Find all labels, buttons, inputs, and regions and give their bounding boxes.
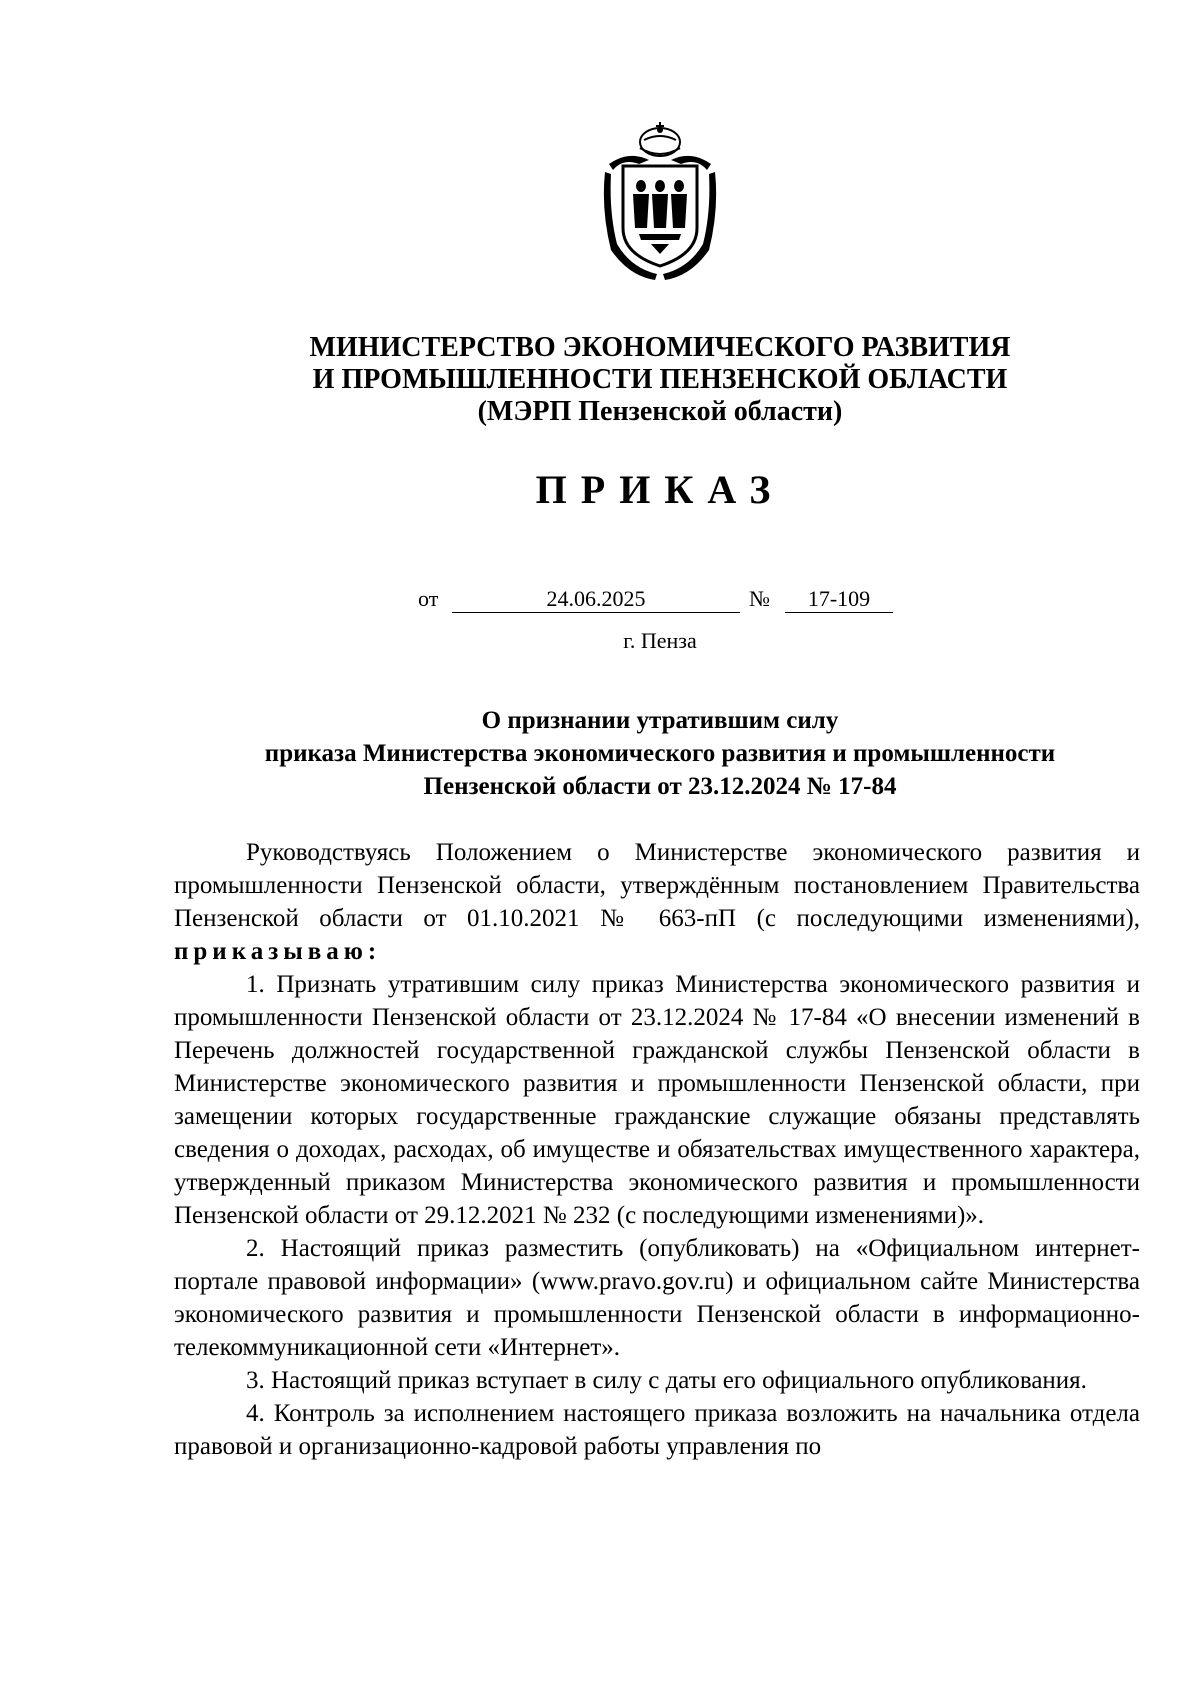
document-title-line1: О признании утратившим силу [481, 707, 839, 734]
preamble-text: Руководствуясь Положением о Министерстве экономического развития и промышленности Пензенской области, утверждённым постановлением Правительства Пензенской области от 01.10.2021 № 663-пП (с последующими изменениями), [174, 839, 1140, 932]
ministry-abbreviation: (МЭРП Пензенской области) [477, 396, 843, 427]
document-body [174, 836, 1140, 1463]
from-label: от [418, 586, 439, 611]
city: г. Пенза [623, 628, 697, 653]
order-item-4: 4. Контроль за исполнением настоящего приказа возложить на начальника отдела правовой и организационно-кадровой работы управления по [174, 1400, 1140, 1460]
document-type-heading: ПРИКАЗ [535, 467, 785, 512]
number-label: № [749, 586, 770, 611]
order-item-3: 3. Настоящий приказ вступает в силу с даты его официального опубликования. [246, 1367, 1087, 1394]
order-item-1: 1. Признать утратившим силу приказ Министерства экономического развития и промышленности Пензенской области от 23.12.2024 № 17-84 «О внесении изменений в Перечень должностей государственной гражданской службы Пензенской области в Министерстве экономического развития и промышленности Пензенской области, при замещении которых государственные гражданские служащие обязаны представлять сведения о доходах, расходах, об имуществе и обязательствах имущественного характера, утвержденный приказом Министерства экономического развития и промышленности Пензенской области от 29.12.2021 № 232 (с последующими изменениями)». [174, 971, 1140, 1229]
coat-of-arms-emblem [599, 120, 721, 284]
document-title-line2: приказа Министерства экономического развития и промышленности [264, 740, 1056, 767]
document-title-line3: Пензенской области от 23.12.2024 № 17-84 [423, 773, 897, 800]
ministry-name-line2: И ПРОМЫШЛЕННОСТИ ПЕНЗЕНСКОЙ ОБЛАСТИ [312, 364, 1008, 395]
document-date: 24.06.2025 [452, 586, 740, 613]
ministry-name-line1: МИНИСТЕРСТВО ЭКОНОМИЧЕСКОГО РАЗВИТИЯ [309, 332, 1011, 363]
document-number: 17-109 [785, 586, 893, 613]
order-word: приказываю: [174, 938, 382, 965]
order-item-2: 2. Настоящий приказ разместить (опубликовать) на «Официальном интернет-портале правовой информации» (www.pravo.gov.ru) и официальном сайте Министерства экономического развития и промышленности Пензенской области в информационно-телекоммуникационной сети «Интернет». [174, 1235, 1140, 1361]
preamble-paragraph [174, 836, 1140, 968]
